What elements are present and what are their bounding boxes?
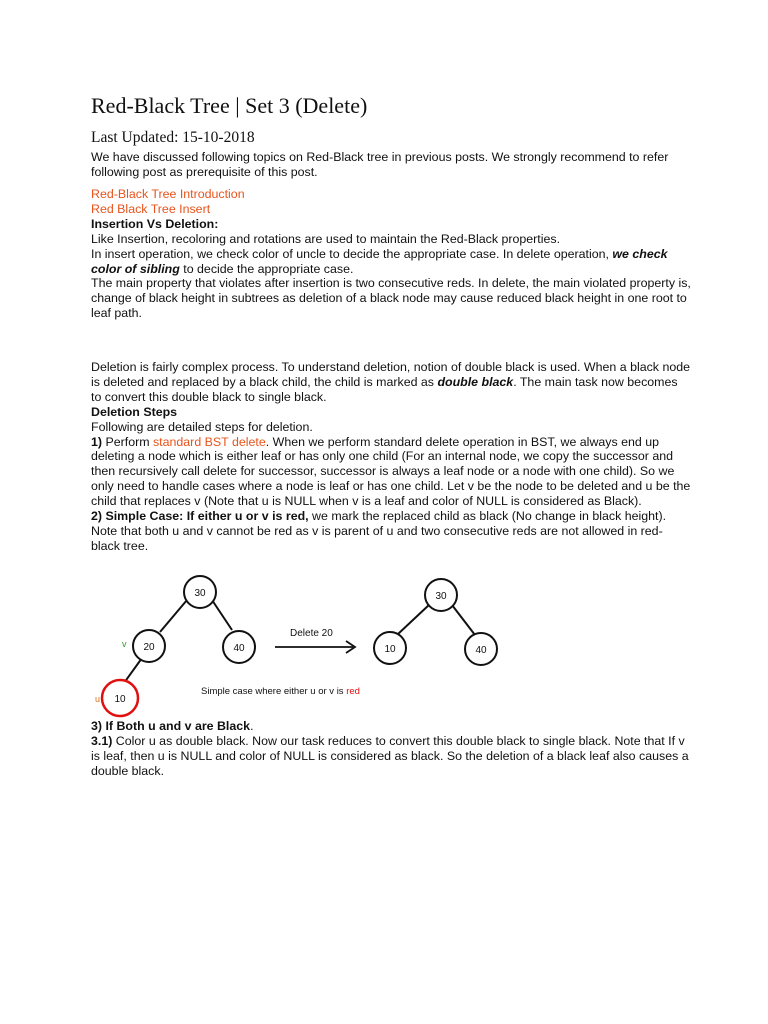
edge-20-10 [124, 658, 142, 683]
node-30-label-left: 30 [194, 588, 206, 599]
deletion-paragraph: Deletion is fairly complex process. To understand deletion, notion of double black is used. When a black node is deleted and replaced by a black child, the child is marked as double black. The main task now becomes to convert this double black to single black. [91, 360, 691, 404]
label-v: v [122, 639, 127, 649]
link-rbt-introduction[interactable]: Red-Black Tree Introduction [91, 187, 245, 201]
caption-prefix: Simple case where either u or v is [201, 686, 347, 697]
article-body-top [91, 187, 691, 321]
insertion-vs-deletion-heading: Insertion Vs Deletion: [91, 216, 219, 231]
ivd-line2: In insert operation, we check color of uncle to decide the appropriate case. In delete operation, we check color of sibling to decide the appropriate case. [91, 246, 668, 276]
node-10-label-right: 10 [384, 644, 396, 655]
emphasis-double-black: double black [437, 374, 514, 389]
label-u: u [95, 694, 101, 704]
node-20-label: 20 [143, 642, 155, 653]
step-1: 1) Perform standard BST delete. When we perform standard delete operation in BST, we always end up deleting a node which is either leaf or has only one child (For an internal node, we copy the successor and then recursively call delete for successor, successor is always a leaf node or a node with one child). So we only need to handle cases where a node is leaf or has one child. Let v be the node to be deleted and u be the child that replaces v (Note that u is NULL when v is a leaf and color of NULL is considered as Black). [91, 434, 691, 509]
emphasis-sibling: we check color of sibling [91, 246, 668, 276]
step-3-1: 3.1) Color u as double black. Now our task reduces to convert this double black to single black. Note that If v is leaf, then u is NULL and color of NULL is considered as black. So the deletion of a black leaf also causes a double black. [91, 733, 689, 778]
ivd-line1: Like Insertion, recoloring and rotations are used to maintain the Red-Black properties. [91, 231, 561, 246]
node-40-label-left: 40 [233, 643, 245, 654]
deletion-steps-intro: Following are detailed steps for deletion. [91, 419, 313, 434]
ivd-line3: The main property that violates after insertion is two consecutive reds. In delete, the main violated property is, change of black height in subtrees as deletion of a black node may cause reduced black height in one root to leaf path. [91, 276, 691, 321]
edge-30-20 [160, 600, 187, 632]
node-40-label-right: 40 [475, 645, 487, 656]
step-2: 2) Simple Case: If either u or v is red, we mark the replaced child as black (No change in black height). Note that both u and v cannot be red as v is parent of u and two consecutive reds are not allowed in red-black tree. [91, 509, 667, 553]
step-3-heading: 3) If Both u and v are Black. [91, 719, 254, 733]
article-body-bottom [91, 719, 691, 779]
node-10-label-left: 10 [114, 694, 126, 705]
intro-paragraph: We have discussed following topics on Red-Black tree in previous posts. We strongly recommend to refer following post as prerequisite of this post. [91, 150, 669, 179]
link-standard-bst-delete[interactable]: standard BST delete [152, 434, 266, 449]
node-30-label-right: 30 [435, 591, 447, 602]
edge-right-30-10 [398, 604, 430, 634]
article-body-middle [91, 360, 691, 554]
deletion-steps-heading: Deletion Steps [91, 404, 178, 419]
edge-right-30-40 [452, 605, 475, 635]
link-rbt-insert[interactable]: Red Black Tree Insert [91, 201, 211, 216]
page-title: Red-Black Tree | Set 3 (Delete) [91, 93, 368, 118]
deletion-diagram [0, 570, 768, 720]
edge-30-40 [212, 600, 232, 630]
last-updated: Last Updated: 15-10-2018 [91, 129, 255, 146]
arrow-label: Delete 20 [290, 628, 333, 639]
caption-red: red [346, 686, 360, 697]
diagram-caption [201, 686, 360, 697]
